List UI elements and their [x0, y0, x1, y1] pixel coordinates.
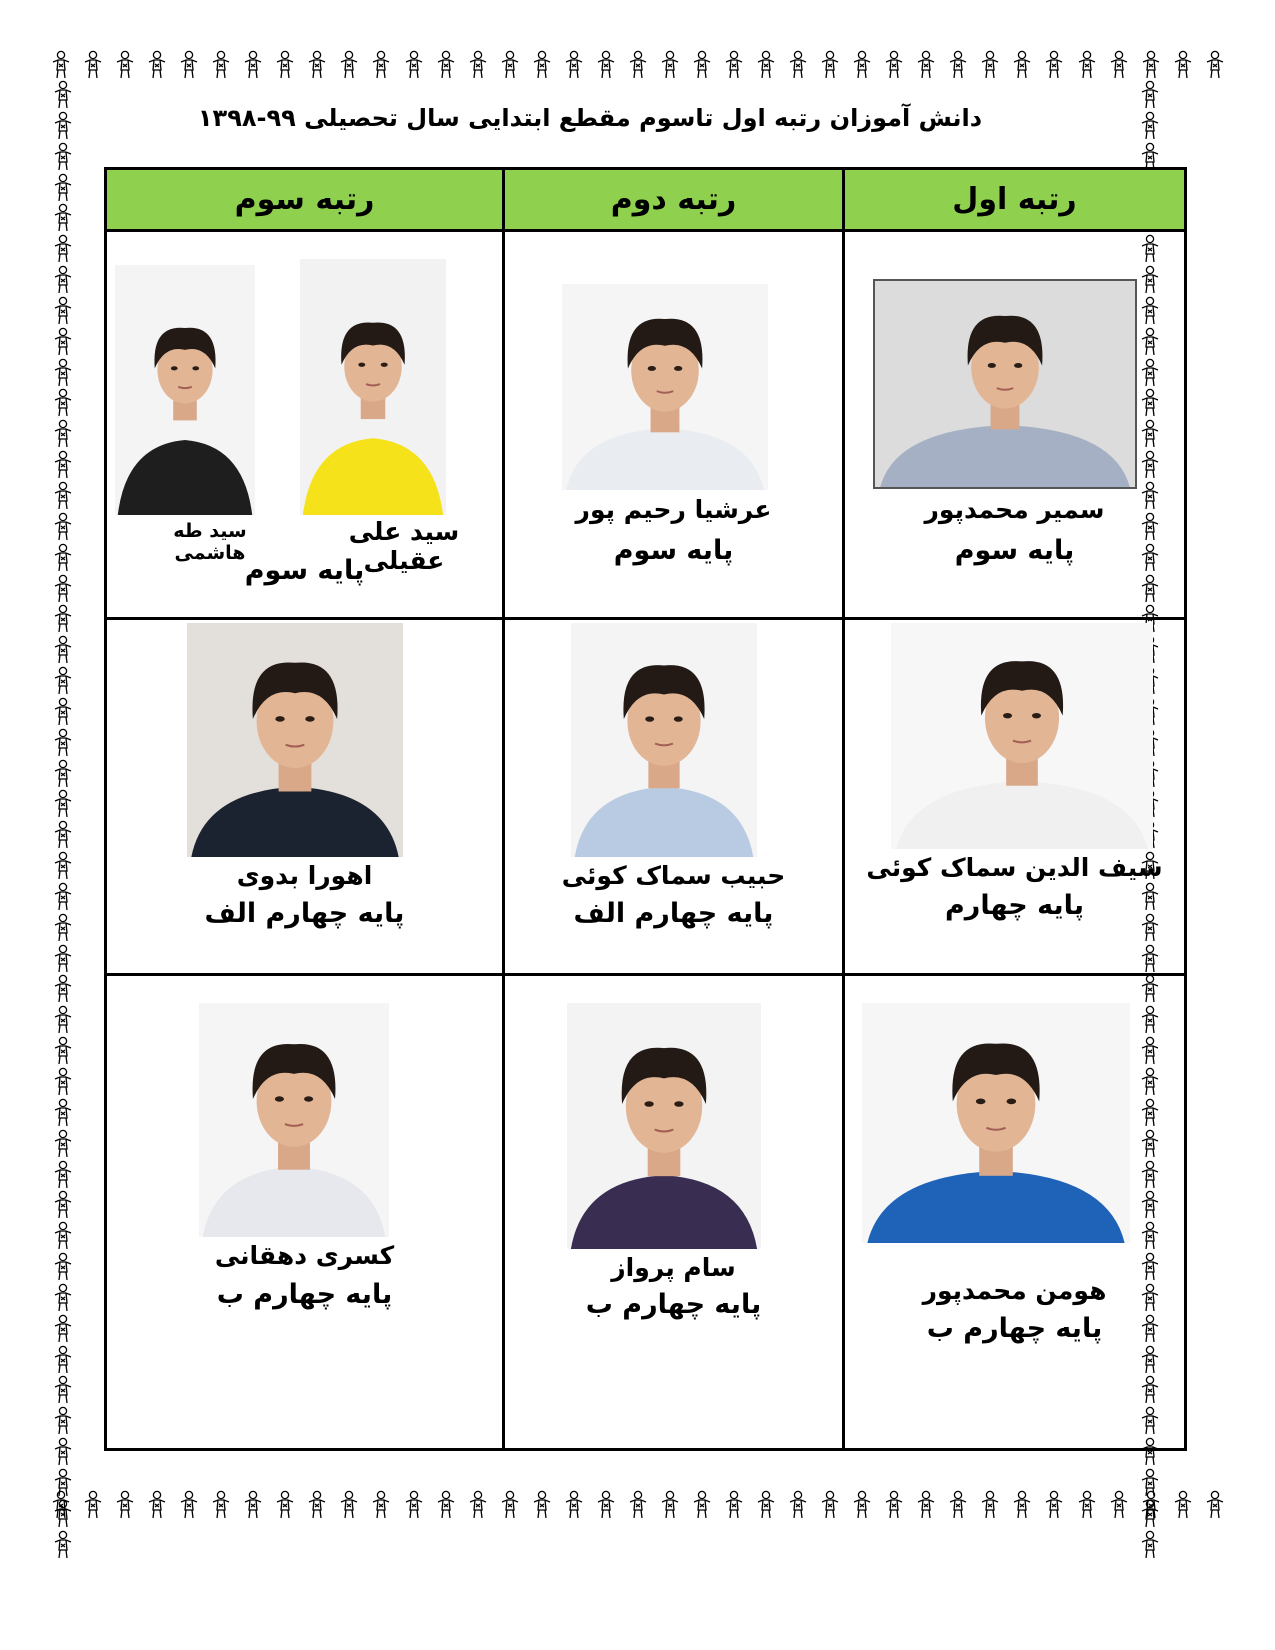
portrait-illustration	[891, 623, 1153, 849]
person-figure-icon	[52, 265, 74, 295]
person-figure-icon	[52, 759, 74, 789]
person-figure-icon	[52, 1406, 74, 1436]
person-figure-icon	[1043, 50, 1065, 80]
person-figure-icon	[274, 1490, 296, 1520]
person-figure-icon	[52, 1067, 74, 1097]
person-figure-icon	[370, 50, 392, 80]
portrait-illustration	[199, 1003, 389, 1237]
person-figure-icon	[979, 50, 1001, 80]
person-figure-icon	[178, 1490, 200, 1520]
person-figure-icon	[723, 1490, 745, 1520]
person-figure-icon	[52, 142, 74, 172]
student-name: عرشیا رحیم پور	[575, 495, 772, 524]
portrait-illustration	[862, 1003, 1130, 1243]
student-grade: پایه چهارم الف	[573, 898, 774, 929]
person-figure-icon	[210, 1490, 232, 1520]
student-photo	[115, 265, 255, 515]
student-name: سید طه هاشمی	[173, 520, 247, 564]
person-figure-icon	[52, 296, 74, 326]
student-name: سام پرواز	[611, 1253, 736, 1282]
portrait-illustration	[300, 259, 446, 515]
header-first-label: رتبه اول	[952, 182, 1077, 217]
person-figure-icon	[52, 1345, 74, 1375]
person-figure-icon	[883, 1490, 905, 1520]
person-figure-icon	[52, 1190, 74, 1220]
person-figure-icon	[52, 327, 74, 357]
person-figure-icon	[52, 728, 74, 758]
student-photo	[571, 623, 757, 857]
person-figure-icon	[52, 1314, 74, 1344]
person-figure-icon	[50, 50, 72, 80]
person-figure-icon	[1172, 50, 1194, 80]
person-figure-icon	[851, 1490, 873, 1520]
header-third-label: رتبه سوم	[234, 182, 375, 217]
person-figure-icon	[915, 50, 937, 80]
student-photo	[199, 1003, 389, 1237]
person-figure-icon	[52, 1005, 74, 1035]
student-photo	[187, 623, 403, 857]
portrait-illustration	[567, 1003, 761, 1249]
person-figure-icon	[114, 50, 136, 80]
person-figure-icon	[1139, 1468, 1161, 1498]
person-figure-icon	[52, 173, 74, 203]
person-figure-icon	[787, 1490, 809, 1520]
person-figure-icon	[1108, 50, 1130, 80]
person-figure-icon	[851, 50, 873, 80]
portrait-illustration	[875, 281, 1135, 487]
student-name: کسری دهقانی	[214, 1241, 395, 1270]
person-figure-icon	[499, 1490, 521, 1520]
person-figure-icon	[52, 697, 74, 727]
person-figure-icon	[52, 1468, 74, 1498]
row1-second-cell	[505, 232, 845, 620]
person-figure-icon	[1204, 1490, 1226, 1520]
person-figure-icon	[52, 789, 74, 819]
person-figure-icon	[595, 50, 617, 80]
student-grade: پایه سوم	[244, 555, 365, 586]
person-figure-icon	[52, 1530, 74, 1560]
person-figure-icon	[435, 50, 457, 80]
row1-third-cell	[107, 232, 505, 620]
person-figure-icon	[52, 1437, 74, 1467]
portrait-illustration	[187, 623, 403, 857]
person-figure-icon	[178, 50, 200, 80]
student-name: حبیب سماک کوئی	[561, 861, 786, 890]
person-figure-icon	[52, 1283, 74, 1313]
person-figure-icon	[1204, 50, 1226, 80]
person-figure-icon	[1172, 1490, 1194, 1520]
person-figure-icon	[338, 50, 360, 80]
person-figure-icon	[114, 1490, 136, 1520]
person-figure-icon	[627, 1490, 649, 1520]
person-figure-icon	[755, 1490, 777, 1520]
person-figure-icon	[691, 50, 713, 80]
person-figure-icon	[52, 1221, 74, 1251]
person-figure-icon	[338, 1490, 360, 1520]
person-figure-icon	[52, 234, 74, 264]
person-figure-icon	[52, 604, 74, 634]
person-figure-icon	[1043, 1490, 1065, 1520]
person-figure-icon	[52, 543, 74, 573]
student-grade: پایه چهارم	[945, 890, 1084, 921]
person-figure-icon	[52, 419, 74, 449]
person-figure-icon	[146, 50, 168, 80]
header-second-rank	[505, 170, 845, 232]
person-figure-icon	[467, 50, 489, 80]
person-figure-icon	[979, 1490, 1001, 1520]
student-grade: پایه چهارم ب	[585, 1289, 762, 1320]
left-border	[46, 80, 80, 1560]
bottom-border	[50, 1488, 1226, 1522]
person-figure-icon	[52, 913, 74, 943]
person-figure-icon	[531, 50, 553, 80]
person-figure-icon	[1139, 1530, 1161, 1560]
person-figure-icon	[52, 388, 74, 418]
person-figure-icon	[52, 111, 74, 141]
person-figure-icon	[531, 1490, 553, 1520]
student-name: سید علی عقیلی	[348, 517, 460, 575]
person-figure-icon	[883, 50, 905, 80]
person-figure-icon	[52, 203, 74, 233]
student-grade: پایه سوم	[954, 535, 1075, 566]
student-photo	[891, 623, 1153, 849]
person-figure-icon	[242, 50, 264, 80]
person-figure-icon	[499, 50, 521, 80]
person-figure-icon	[1076, 1490, 1098, 1520]
person-figure-icon	[370, 1490, 392, 1520]
person-figure-icon	[787, 50, 809, 80]
person-figure-icon	[52, 1375, 74, 1405]
portrait-illustration	[115, 265, 255, 515]
person-figure-icon	[52, 358, 74, 388]
person-figure-icon	[563, 1490, 585, 1520]
person-figure-icon	[52, 1098, 74, 1128]
person-figure-icon	[146, 1490, 168, 1520]
person-figure-icon	[82, 50, 104, 80]
person-figure-icon	[52, 512, 74, 542]
person-figure-icon	[1139, 1499, 1161, 1529]
person-figure-icon	[82, 1490, 104, 1520]
person-figure-icon	[1139, 80, 1161, 110]
person-figure-icon	[947, 50, 969, 80]
person-figure-icon	[819, 1490, 841, 1520]
student-grade: پایه چهارم ب	[926, 1313, 1103, 1344]
honor-table	[104, 167, 1187, 1451]
person-figure-icon	[403, 1490, 425, 1520]
person-figure-icon	[915, 1490, 937, 1520]
person-figure-icon	[1139, 111, 1161, 141]
person-figure-icon	[306, 1490, 328, 1520]
person-figure-icon	[52, 974, 74, 1004]
row1-first-cell	[845, 232, 1184, 620]
person-figure-icon	[563, 50, 585, 80]
person-figure-icon	[435, 1490, 457, 1520]
person-figure-icon	[52, 820, 74, 850]
person-figure-icon	[52, 666, 74, 696]
row3-third-cell	[107, 976, 505, 1448]
person-figure-icon	[52, 574, 74, 604]
person-figure-icon	[306, 50, 328, 80]
person-figure-icon	[595, 1490, 617, 1520]
person-figure-icon	[691, 1490, 713, 1520]
student-grade: پایه سوم	[613, 535, 734, 566]
person-figure-icon	[52, 1036, 74, 1066]
student-name: اهورا بدوی	[236, 861, 373, 890]
student-grade: پایه چهارم الف	[204, 898, 405, 929]
row2-first-cell	[845, 620, 1184, 976]
student-name: هومن محمدپور	[922, 1276, 1107, 1305]
person-figure-icon	[819, 50, 841, 80]
person-figure-icon	[403, 50, 425, 80]
person-figure-icon	[52, 635, 74, 665]
portrait-illustration	[562, 284, 768, 490]
header-third-rank	[107, 170, 505, 232]
person-figure-icon	[659, 50, 681, 80]
person-figure-icon	[1011, 50, 1033, 80]
person-figure-icon	[1076, 50, 1098, 80]
student-photo	[873, 279, 1137, 489]
person-figure-icon	[659, 1490, 681, 1520]
row2-second-cell	[505, 620, 845, 976]
person-figure-icon	[52, 882, 74, 912]
person-figure-icon	[210, 50, 232, 80]
person-figure-icon	[1140, 50, 1162, 80]
person-figure-icon	[627, 50, 649, 80]
top-border	[50, 48, 1226, 82]
page-title: دانش آموزان رتبه اول تاسوم مقطع ابتدایی سال تحصیلی ۹۹-۱۳۹۸	[197, 104, 983, 132]
person-figure-icon	[947, 1490, 969, 1520]
person-figure-icon	[52, 450, 74, 480]
student-photo	[567, 1003, 761, 1249]
person-figure-icon	[52, 1160, 74, 1190]
row3-second-cell	[505, 976, 845, 1448]
person-figure-icon	[467, 1490, 489, 1520]
student-photo	[862, 1003, 1130, 1243]
student-photo	[562, 284, 768, 490]
row2-third-cell	[107, 620, 505, 976]
header-second-label: رتبه دوم	[610, 182, 737, 217]
person-figure-icon	[242, 1490, 264, 1520]
person-figure-icon	[52, 1499, 74, 1529]
person-figure-icon	[52, 80, 74, 110]
portrait-illustration	[571, 623, 757, 857]
student-name: سمیر محمدپور	[924, 495, 1105, 524]
row3-first-cell	[845, 976, 1184, 1448]
person-figure-icon	[52, 944, 74, 974]
person-figure-icon	[755, 50, 777, 80]
person-figure-icon	[52, 1129, 74, 1159]
person-figure-icon	[52, 481, 74, 511]
person-figure-icon	[274, 50, 296, 80]
student-photo	[300, 259, 446, 515]
header-first-rank	[845, 170, 1184, 232]
person-figure-icon	[1108, 1490, 1130, 1520]
person-figure-icon	[1011, 1490, 1033, 1520]
student-grade: پایه چهارم ب	[216, 1279, 393, 1310]
person-figure-icon	[723, 50, 745, 80]
student-name: سیف الدین سماک کوئی	[866, 853, 1163, 882]
person-figure-icon	[52, 851, 74, 881]
person-figure-icon	[52, 1252, 74, 1282]
